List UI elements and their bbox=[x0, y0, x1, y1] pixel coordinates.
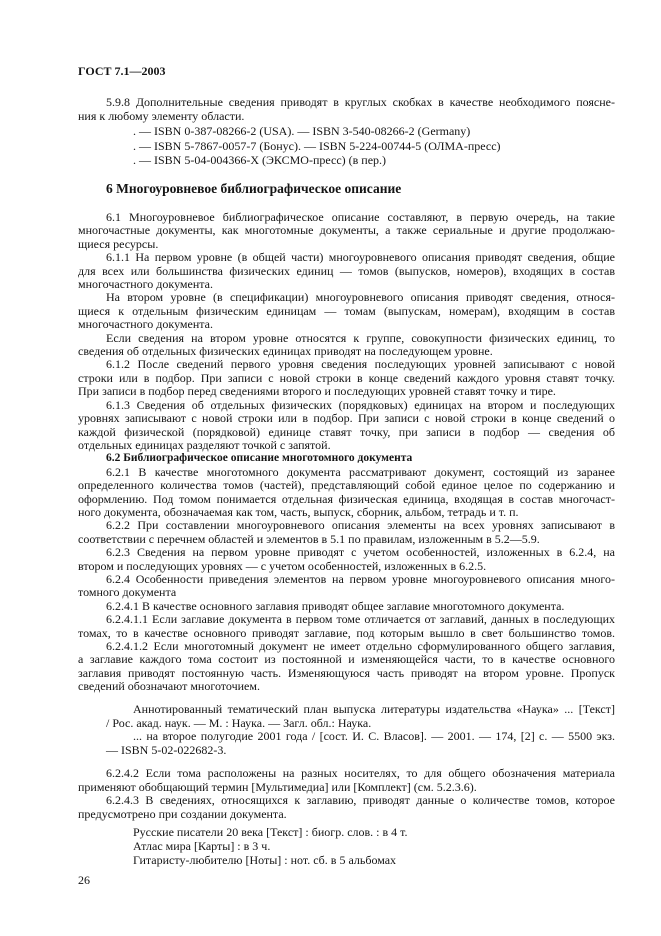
example-line: . — ISBN 5-7867-0057-7 (Бонус). — ISBN 5-224-00744-5 (ОЛМА-пресс) bbox=[133, 138, 501, 153]
clause-6-2-4-1-2 bbox=[78, 640, 615, 694]
text-line: 6.2.4.2 Если тома расположены на разных носителях, то для общего обозначения материала bbox=[106, 766, 615, 780]
text-line: 6.2.4.1 В качестве основного заглавия приводят общее заглавие многотомного документа. bbox=[106, 598, 565, 613]
text-line: 6.2.4.1.2 Если многотомный документ не имеет отдельно сформулированного общего заглавия, bbox=[106, 639, 615, 653]
text-line: применяют обобщающий термин [Мультимедиа] или [Комплект] (см. 5.2.3.6). bbox=[78, 779, 477, 794]
text-line: 6.2.4.3 В сведениях, относящихся к заглавию, приводят данные о количестве томов, которое bbox=[106, 793, 615, 808]
example-line: Гитаристу-любителю [Ноты] : нот. сб. в 5 альбомах bbox=[133, 853, 397, 867]
text-line: а заглавие каждого тома состоит из постоянной и изменяющейся части, то в качестве основного bbox=[78, 652, 615, 667]
text-line: определенного количества томов (частей), представляющий собой единое целое по содержанию и bbox=[78, 478, 615, 493]
text-line: отдельных единицах разделяют точкой с запятой. bbox=[78, 437, 331, 452]
section-6-heading: 6 Многоуровневое библиографическое описание bbox=[106, 181, 402, 196]
text-line: заглавия приводят постоянную часть. Изменяющуюся часть приводят на втором уровне. Пропуск bbox=[78, 665, 615, 680]
example-line: / Рос. акад. наук. — М. : Наука. — Загл. обл.: Наука. bbox=[106, 715, 372, 730]
clause-6-2-4-1 bbox=[78, 600, 615, 613]
text-line: 6.2.1 В качестве многотомного документа рассматривают документ, состоящий из заранее bbox=[106, 464, 615, 479]
text-line: Если сведения на втором уровне относятся к группе, совокупности физических единиц, то bbox=[106, 330, 615, 345]
clause-5-9-8 bbox=[78, 95, 615, 123]
example-line: — ISBN 5-02-022682-3. bbox=[106, 743, 227, 758]
clause-6-1 bbox=[78, 211, 615, 251]
text-line: щиеся ресурсы. bbox=[78, 236, 159, 251]
text-line: многочастного документа. bbox=[78, 277, 213, 292]
text-line: для всех или большинства физических единиц — томов (выпусков, номеров), входящих в состав bbox=[78, 263, 615, 278]
example-line: Русские писатели 20 века [Текст] : биогр. слов. : в 4 т. bbox=[133, 825, 408, 839]
document-code-header: ГОСТ 7.1—2003 bbox=[78, 64, 166, 78]
subsection-6-2-heading: 6.2 Библиографическое описание многотомного документа bbox=[106, 452, 413, 465]
title-example bbox=[78, 703, 615, 758]
clause-6-2-1 bbox=[78, 466, 615, 520]
text-line: 6.2.4 Особенности приведения элементов на первом уровне многоуровневого описания много- bbox=[106, 571, 615, 586]
clause-6-1-1-second-level bbox=[78, 291, 615, 331]
text-line: ного документа, обозначаемая как том, часть, выпуск, сборник, альбом, тетрадь и т. п. bbox=[78, 504, 519, 519]
isbn-examples bbox=[133, 124, 615, 168]
text-line: щиеся к отдельным физическим единицам — томам (выпускам, номерам), входящим в состав bbox=[78, 303, 615, 318]
text-line: сведения об отдельных физических единицах приводят на последующем уровне. bbox=[78, 344, 493, 359]
text-line: томного документа bbox=[78, 585, 177, 600]
example-line: Атлас мира [Карты] : в 3 ч. bbox=[133, 839, 271, 853]
text-line: 6.1.3 Сведения об отдельных физических (порядковых) единицах на втором и последующих bbox=[106, 397, 615, 412]
clauses-6-2-4-2-to-6-2-4-3 bbox=[78, 767, 615, 821]
clause-6-2-4-2 bbox=[78, 767, 615, 794]
example-line: ... на второе полугодие 2001 года / [сост. И. С. Власов]. — 2001. — 174, [2] с. — 5500 экз. bbox=[133, 729, 615, 744]
text-line: предусмотрено при создании документа. bbox=[78, 806, 287, 821]
page-number: 26 bbox=[78, 873, 90, 887]
text-line: томах, то в качестве основного приводят заглавие, под которым вышло в свет большинство томов. bbox=[78, 625, 615, 640]
clause-6-2-2 bbox=[78, 519, 615, 546]
text-line: соответствии с перечнем областей и элементов в 5.1 по правилам, изложенным в 5.2—5.9. bbox=[78, 531, 540, 546]
text-line: 6.1.2 После сведений первого уровня сведения последующих уровней записывают с новой bbox=[106, 357, 615, 372]
text-line: На втором уровне (в спецификации) многоуровневого описания приводят сведения, относя- bbox=[106, 290, 615, 305]
text-line: втором и последующих уровнях — с учетом особенностей, изложенных в 6.2.5. bbox=[78, 558, 487, 573]
example-line: Аннотированный тематический план выпуска литературы издательства «Наука» ... [Текст] bbox=[133, 702, 615, 716]
text-line: каждой физической (порядковой) единице ставят точку, при записи в подбор — сведения об bbox=[78, 424, 615, 439]
text-line: уровнях записывают с новой строки или в подбор. При записи с новой строки в конце сведений о bbox=[78, 411, 615, 426]
clause-6-1-1 bbox=[78, 251, 615, 291]
text-line: ния к любому элементу области. bbox=[78, 109, 245, 123]
example-line: . — ISBN 0-387-08266-2 (USA). — ISBN 3-540-08266-2 (Germany) bbox=[133, 124, 471, 138]
volume-examples bbox=[133, 825, 615, 867]
text-line: строки или в подбор. При записи с новой строки в конце сведений каждого уровня ставят точку. bbox=[78, 370, 615, 385]
text-line: При записи в подбор перед сведениями второго и последующих уровней ставят точку и тире. bbox=[78, 384, 556, 399]
text-line: 6.1.1 На первом уровне (в общей части) многоуровневого описания приводят сведения, общие bbox=[106, 250, 615, 265]
clause-6-2-3 bbox=[78, 546, 615, 573]
text-line: 6.1 Многоуровневое библиографическое описание составляют, в первую очередь, на такие bbox=[106, 210, 615, 224]
clause-6-2-4-1-1 bbox=[78, 613, 615, 640]
clause-6-1-2 bbox=[78, 358, 615, 398]
clause-6-1-3 bbox=[78, 399, 615, 453]
text-line: оформлению. Под томом понимается отдельная физическая единица, входящая в состав многочаст- bbox=[78, 491, 615, 506]
clause-6-2-4 bbox=[78, 573, 615, 600]
clause-6-2-4-3 bbox=[78, 794, 615, 821]
text-line: многочастные документы, как многотомные документы, а также сериальные и другие продолжаю- bbox=[78, 223, 615, 238]
text-line: 5.9.8 Дополнительные сведения приводят в круглых скобках в качестве необходимого поясне- bbox=[106, 95, 615, 109]
text-line: 6.2.2 При составлении многоуровневого описания элементы на всех уровнях записывают в bbox=[106, 518, 615, 533]
text-line: 6.2.4.1.1 Если заглавие документа в первом томе отличается от заглавий, данных в последующих bbox=[106, 612, 615, 627]
text-line: 6.2.3 Сведения на первом уровне приводят с учетом особенностей, изложенных в 6.2.4, на bbox=[106, 545, 615, 560]
section-6-body bbox=[78, 211, 615, 694]
example-line: . — ISBN 5-04-004366-Х (ЭКСМО-пресс) (в пер.) bbox=[133, 153, 387, 167]
text-line: сведений обозначают многоточием. bbox=[78, 679, 260, 694]
clause-6-1-1-group bbox=[78, 332, 615, 359]
text-line: многочастного документа. bbox=[78, 317, 213, 332]
